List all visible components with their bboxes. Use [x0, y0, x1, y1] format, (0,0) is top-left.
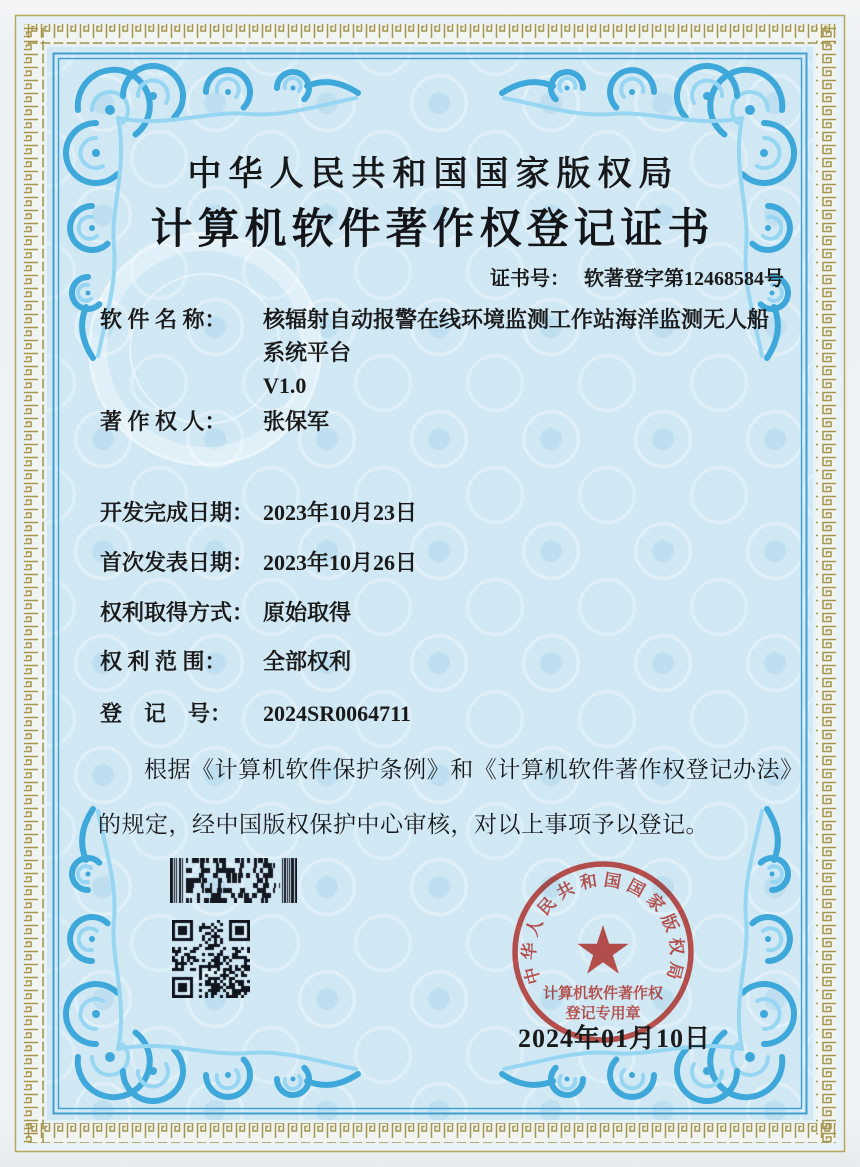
- field-value: 2023年10月23日: [263, 500, 418, 525]
- field-registration-number: [100, 697, 790, 730]
- field-label: 权 利 范 围：: [100, 649, 227, 674]
- field-rights-acquisition: [100, 596, 790, 629]
- field-rights-scope: [100, 645, 790, 678]
- field-value: 2023年10月26日: [263, 550, 418, 575]
- seal-line1: 计算机软件著作权: [542, 986, 664, 1002]
- field-value: 2024SR0064711: [263, 701, 411, 726]
- field-label: 软 件 名 称：: [100, 307, 227, 332]
- field-label: 首次发表日期：: [100, 550, 255, 575]
- field-copyright-owner: [100, 405, 790, 438]
- qr-code: [172, 920, 250, 998]
- field-value: 全部权利: [263, 649, 352, 674]
- seal-ring-text: 中华人民共和国国家版权局: [519, 870, 687, 987]
- registration-statement: 根据《计算机软件保护条例》和《计算机软件著作权登记办法》的规定，经中国版权保护中心审核，对以上事项予以登记。: [98, 757, 792, 837]
- authority-title: 中华人民共和国国家版权局: [187, 156, 680, 193]
- field-label: 著 作 权 人：: [100, 409, 227, 434]
- field-dev-complete-date: [100, 496, 790, 529]
- software-name-line1: 核辐射自动报警在线环境监测工作站海洋监测无人船: [263, 307, 770, 332]
- certificate-number: [490, 262, 784, 291]
- field-value: 原始取得: [263, 600, 352, 625]
- certificate-number-value: 软著登字第12468584号: [584, 268, 784, 290]
- certificate-number-label: 证书号：: [490, 268, 570, 290]
- field-software-name: [100, 303, 790, 402]
- field-label: 权利取得方式：: [100, 600, 255, 625]
- certificate-title: 计算机软件著作权登记证书: [150, 207, 715, 253]
- issue-date: 2024年01月10日: [518, 1024, 712, 1053]
- field-first-publish-date: [100, 546, 790, 579]
- software-name-line2: 系统平台: [263, 340, 352, 365]
- field-label: 开发完成日期：: [100, 500, 255, 525]
- field-value: 张保军: [263, 409, 330, 434]
- field-label: 登 记 号：: [100, 701, 233, 726]
- software-version: V1.0: [263, 373, 307, 398]
- seal-line2: 登记专用章: [565, 1006, 641, 1022]
- barcode: [170, 858, 297, 903]
- seal-star: [577, 925, 628, 974]
